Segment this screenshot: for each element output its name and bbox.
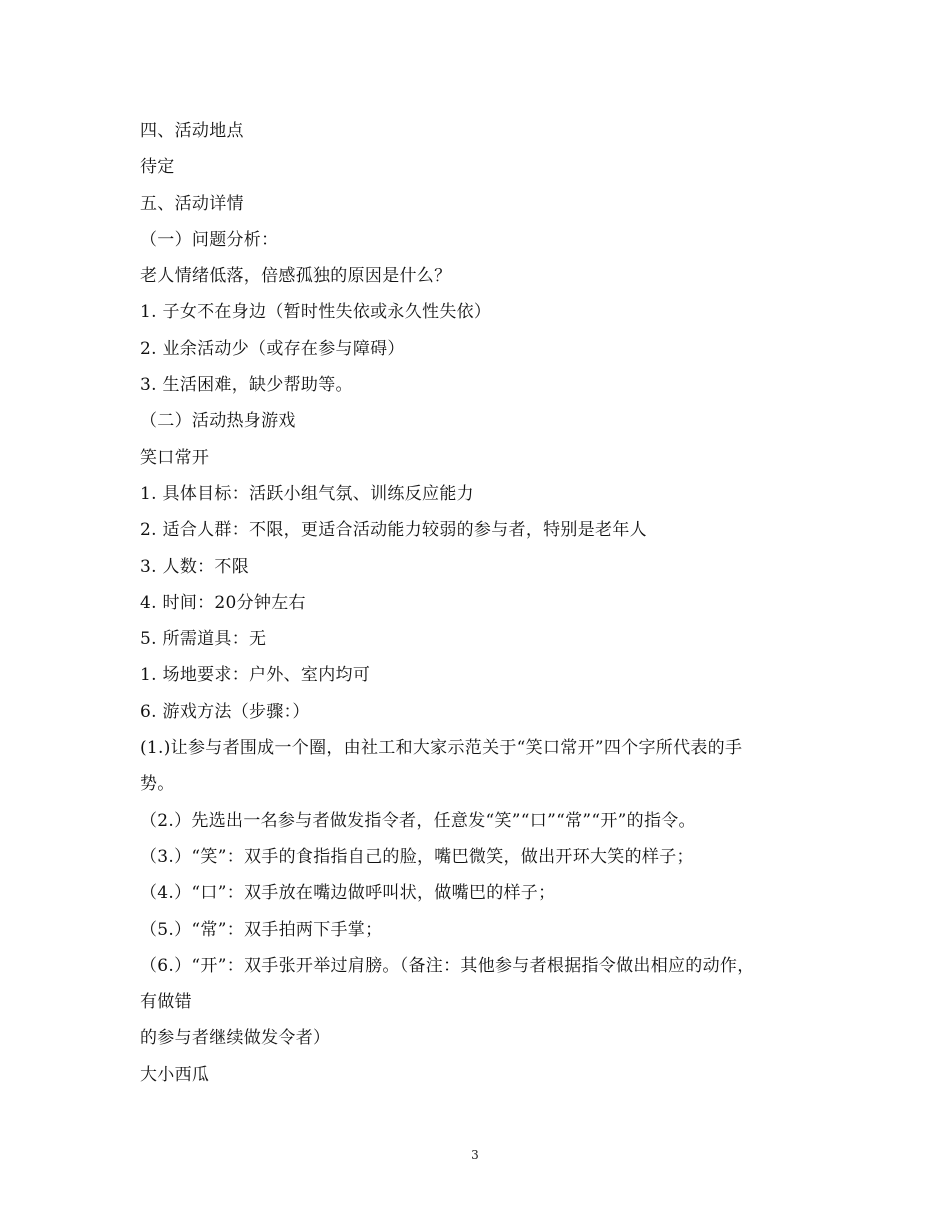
step-paragraph: （3.）“笑”：双手的食指指自己的脸，嘴巴微笑，做出开环大笑的样子；	[140, 846, 694, 867]
paragraph-question: 老人情绪低落，倍感孤独的原因是什么？	[140, 266, 452, 287]
step-paragraph: （5.）“常”：双手拍两下手掌；	[140, 919, 383, 940]
subheading-warmup-game: （二）活动热身游戏	[140, 411, 296, 432]
game-title: 笑口常开	[140, 447, 210, 468]
step-paragraph: （4.）“口”：双手放在嘴边做呼叫状，做嘴巴的样子；	[140, 883, 556, 904]
step-paragraph: （6.）“开”：双手张开举过肩膀。（备注：其他参与者根据指令做出相应的动作，	[140, 955, 755, 976]
section-heading-location: 四、活动地点	[140, 121, 244, 141]
step-paragraph: (1.)让参与者围成一个圈，由社工和大家示范关于“笑口常开”四个字所代表的手	[140, 738, 743, 759]
step-paragraph-continued: 势。	[140, 774, 175, 795]
step-paragraph: （2.）先选出一名参与者做发指令者，任意发“笑”“口”“常”“开”的指令。	[140, 810, 696, 831]
step-paragraph-continued: 有做错	[140, 992, 192, 1013]
list-item: 1. 场地要求：户外、室内均可	[140, 665, 371, 686]
list-item: 1. 子女不在身边（暂时性失依或永久性失依）	[140, 302, 492, 323]
list-item: 6. 游戏方法（步骤：）	[140, 701, 310, 722]
step-paragraph-continued: 的参与者继续做发令者）	[140, 1028, 331, 1049]
list-item: 4. 时间：20分钟左右	[140, 592, 306, 613]
list-item: 2. 适合人群：不限，更适合活动能力较弱的参与者，特别是老年人	[140, 520, 647, 541]
list-item: 2. 业余活动少（或存在参与障碍）	[140, 338, 405, 359]
subheading-problem-analysis: （一）问题分析：	[140, 229, 279, 250]
section-heading-details: 五、活动详情	[140, 193, 244, 214]
game-title: 大小西瓜	[140, 1064, 210, 1085]
list-item: 5. 所需道具：无	[140, 629, 267, 650]
list-item: 3. 人数：不限	[140, 556, 250, 577]
list-item: 3. 生活困难，缺少帮助等。	[140, 375, 353, 396]
page-number: 3	[471, 1148, 479, 1162]
list-item: 1. 具体目标：活跃小组气氛、训练反应能力	[140, 483, 474, 504]
paragraph-location-value: 待定	[140, 157, 175, 178]
page-content	[140, 113, 820, 1093]
